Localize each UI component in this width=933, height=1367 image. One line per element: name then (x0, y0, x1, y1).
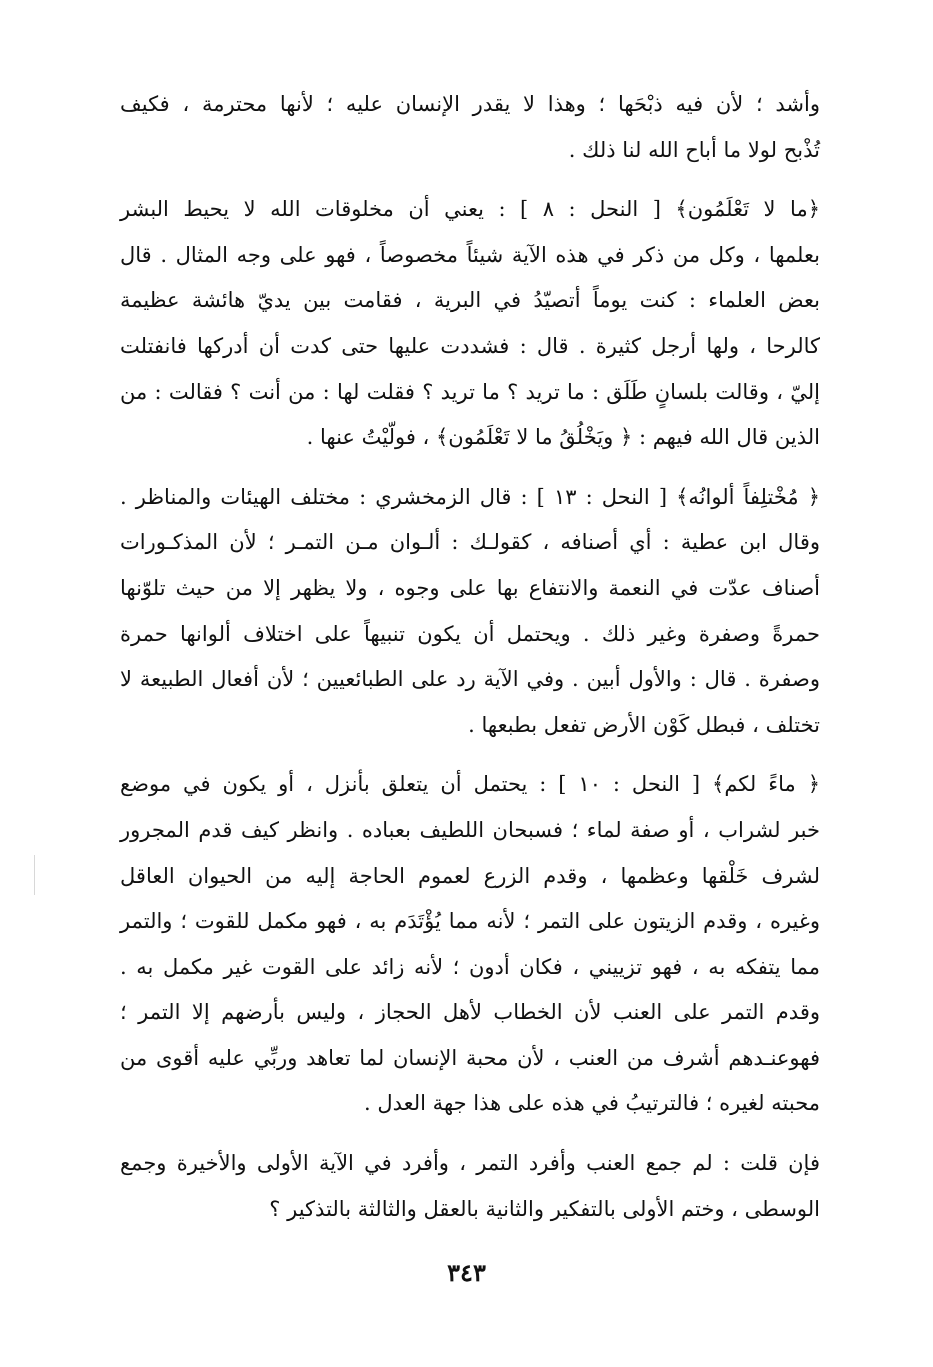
text-line: حمرةً وصفرة وغير ذلك . ويحتمل أن يكون تنبيهاً على اختلاف ألوانها حمرة (120, 621, 820, 646)
text-line: وصفرة . قال : والأول أبين . وفي الآية رد على الطبائعيين ؛ لأن أفعال الطبيعة لا (120, 667, 820, 692)
text-line: بعض العلماء : كنت يوماً أتصيّدُ في البرية ، فقامت بين يديّ هائشة عظيمة (120, 288, 820, 313)
text-line: محبته لغيره ؛ فالترتيبُ في هذه على هذا جهة العدل . (364, 1091, 820, 1116)
text-line: خبر لشراب ، أو صفة لماء ؛ فسبحان اللطيف بعباده . وانظر كيف قدم المجرور (120, 817, 820, 842)
text-line: ﴿ما لا تَعْلَمُون﴾ [ النحل : ٨ ] : يعني أن مخلوقات الله لا يحيط البشر (120, 197, 820, 222)
text-line: فهوعنـدهم أشرف من العنب ، لأن محبة الإنسان لما تعاهد وربِّي عليه أقوى من (120, 1045, 820, 1070)
paragraph-unknown-creations (120, 187, 820, 461)
text-line: وقدم التمر على العنب لأن الخطاب لأهل الحجاز ، وليس بأرضهم إلا التمر ؛ (120, 1000, 820, 1025)
text-line: لشرف خَلْقها وعظمها ، وقدم الزرع لعموم الحاجة إليه من الحيوان العاقل (120, 863, 820, 888)
paragraph-water (120, 762, 820, 1127)
text-line: إليّ ، وقالت بلسانٍ طَلَق : ما تريد ؟ ما تريد ؟ فقلت لها : من أنت ؟ فقالت : من (120, 379, 820, 404)
paragraph-slaughter (120, 82, 820, 173)
scan-margin-mark (34, 855, 35, 895)
text-line: تختلف ، فبطل كَوْن الأرض تفعل بطبعها . (468, 712, 820, 737)
text-line: ﴿ ماءً لكم﴾ [ النحل : ١٠ ] : يحتمل أن يتعلق بأنزل ، أو يكون في موضع (120, 772, 820, 797)
text-line: فإن قلت : لم جمع العنب وأفرد التمر ، وأفرد في الآية الأولى والأخيرة وجمع (120, 1151, 820, 1176)
text-line: وأشد ؛ لأن فيه ذبْحَها ؛ وهذا لا يقدر الإنسان عليه ؛ لأنها محترمة ، فكيف (120, 92, 820, 116)
text-line: مما يتفكه به ، فهو تزييني ، فكان أدون ؛ لأنه زائد على القوت غير مكمل به . (120, 954, 820, 979)
text-line: تُذْبح لولا ما أباح الله لنا ذلك . (568, 137, 820, 162)
page-number: ٣٤٣ (447, 1258, 486, 1287)
text-line: ﴿ مُخْتلِفاً ألوانُه﴾ [ النحل : ١٣ ] : قال الزمخشري : مختلف الهيئات والمناظر . (120, 484, 821, 509)
text-line: الوسطى ، وختم الأولى بالتفكير والثانية بالعقل والثالثة بالتذكير ؟ (269, 1196, 820, 1221)
text-line: أصناف عدّت في النعمة والانتفاع بها على وجوه ، ولا يظهر إلا من حيث تلوّنها (120, 575, 820, 600)
text-line: بعلمها ، وكل من ذكر في هذه الآية شيئاً مخصوصاً ، فهو على وجه المثال . قال (120, 242, 820, 267)
paragraph-question (120, 1141, 820, 1232)
text-line: كالرحا ، ولها أرجل كثيرة . قال : فشددت عليها حتى كدت أن أدركها فانفتلت (120, 333, 820, 358)
text-line: وقال ابن عطية : أي أصنافه ، كقولـك : ألـوان مـن التمـر ؛ لأن المذكـورات (120, 530, 820, 555)
page-body (120, 82, 820, 1246)
text-line: الذين قال الله فيهم : ﴿ ويَخْلُقُ ما لا تَعْلَمُون﴾ ، فولّيْتُ عنها . (306, 425, 820, 450)
text-line: وغيره ، وقدم الزيتون على التمر ؛ لأنه مما يُؤْتَدَم به ، فهو مكمل للقوت ؛ والتمر (120, 909, 820, 934)
paragraph-colors (120, 475, 820, 749)
